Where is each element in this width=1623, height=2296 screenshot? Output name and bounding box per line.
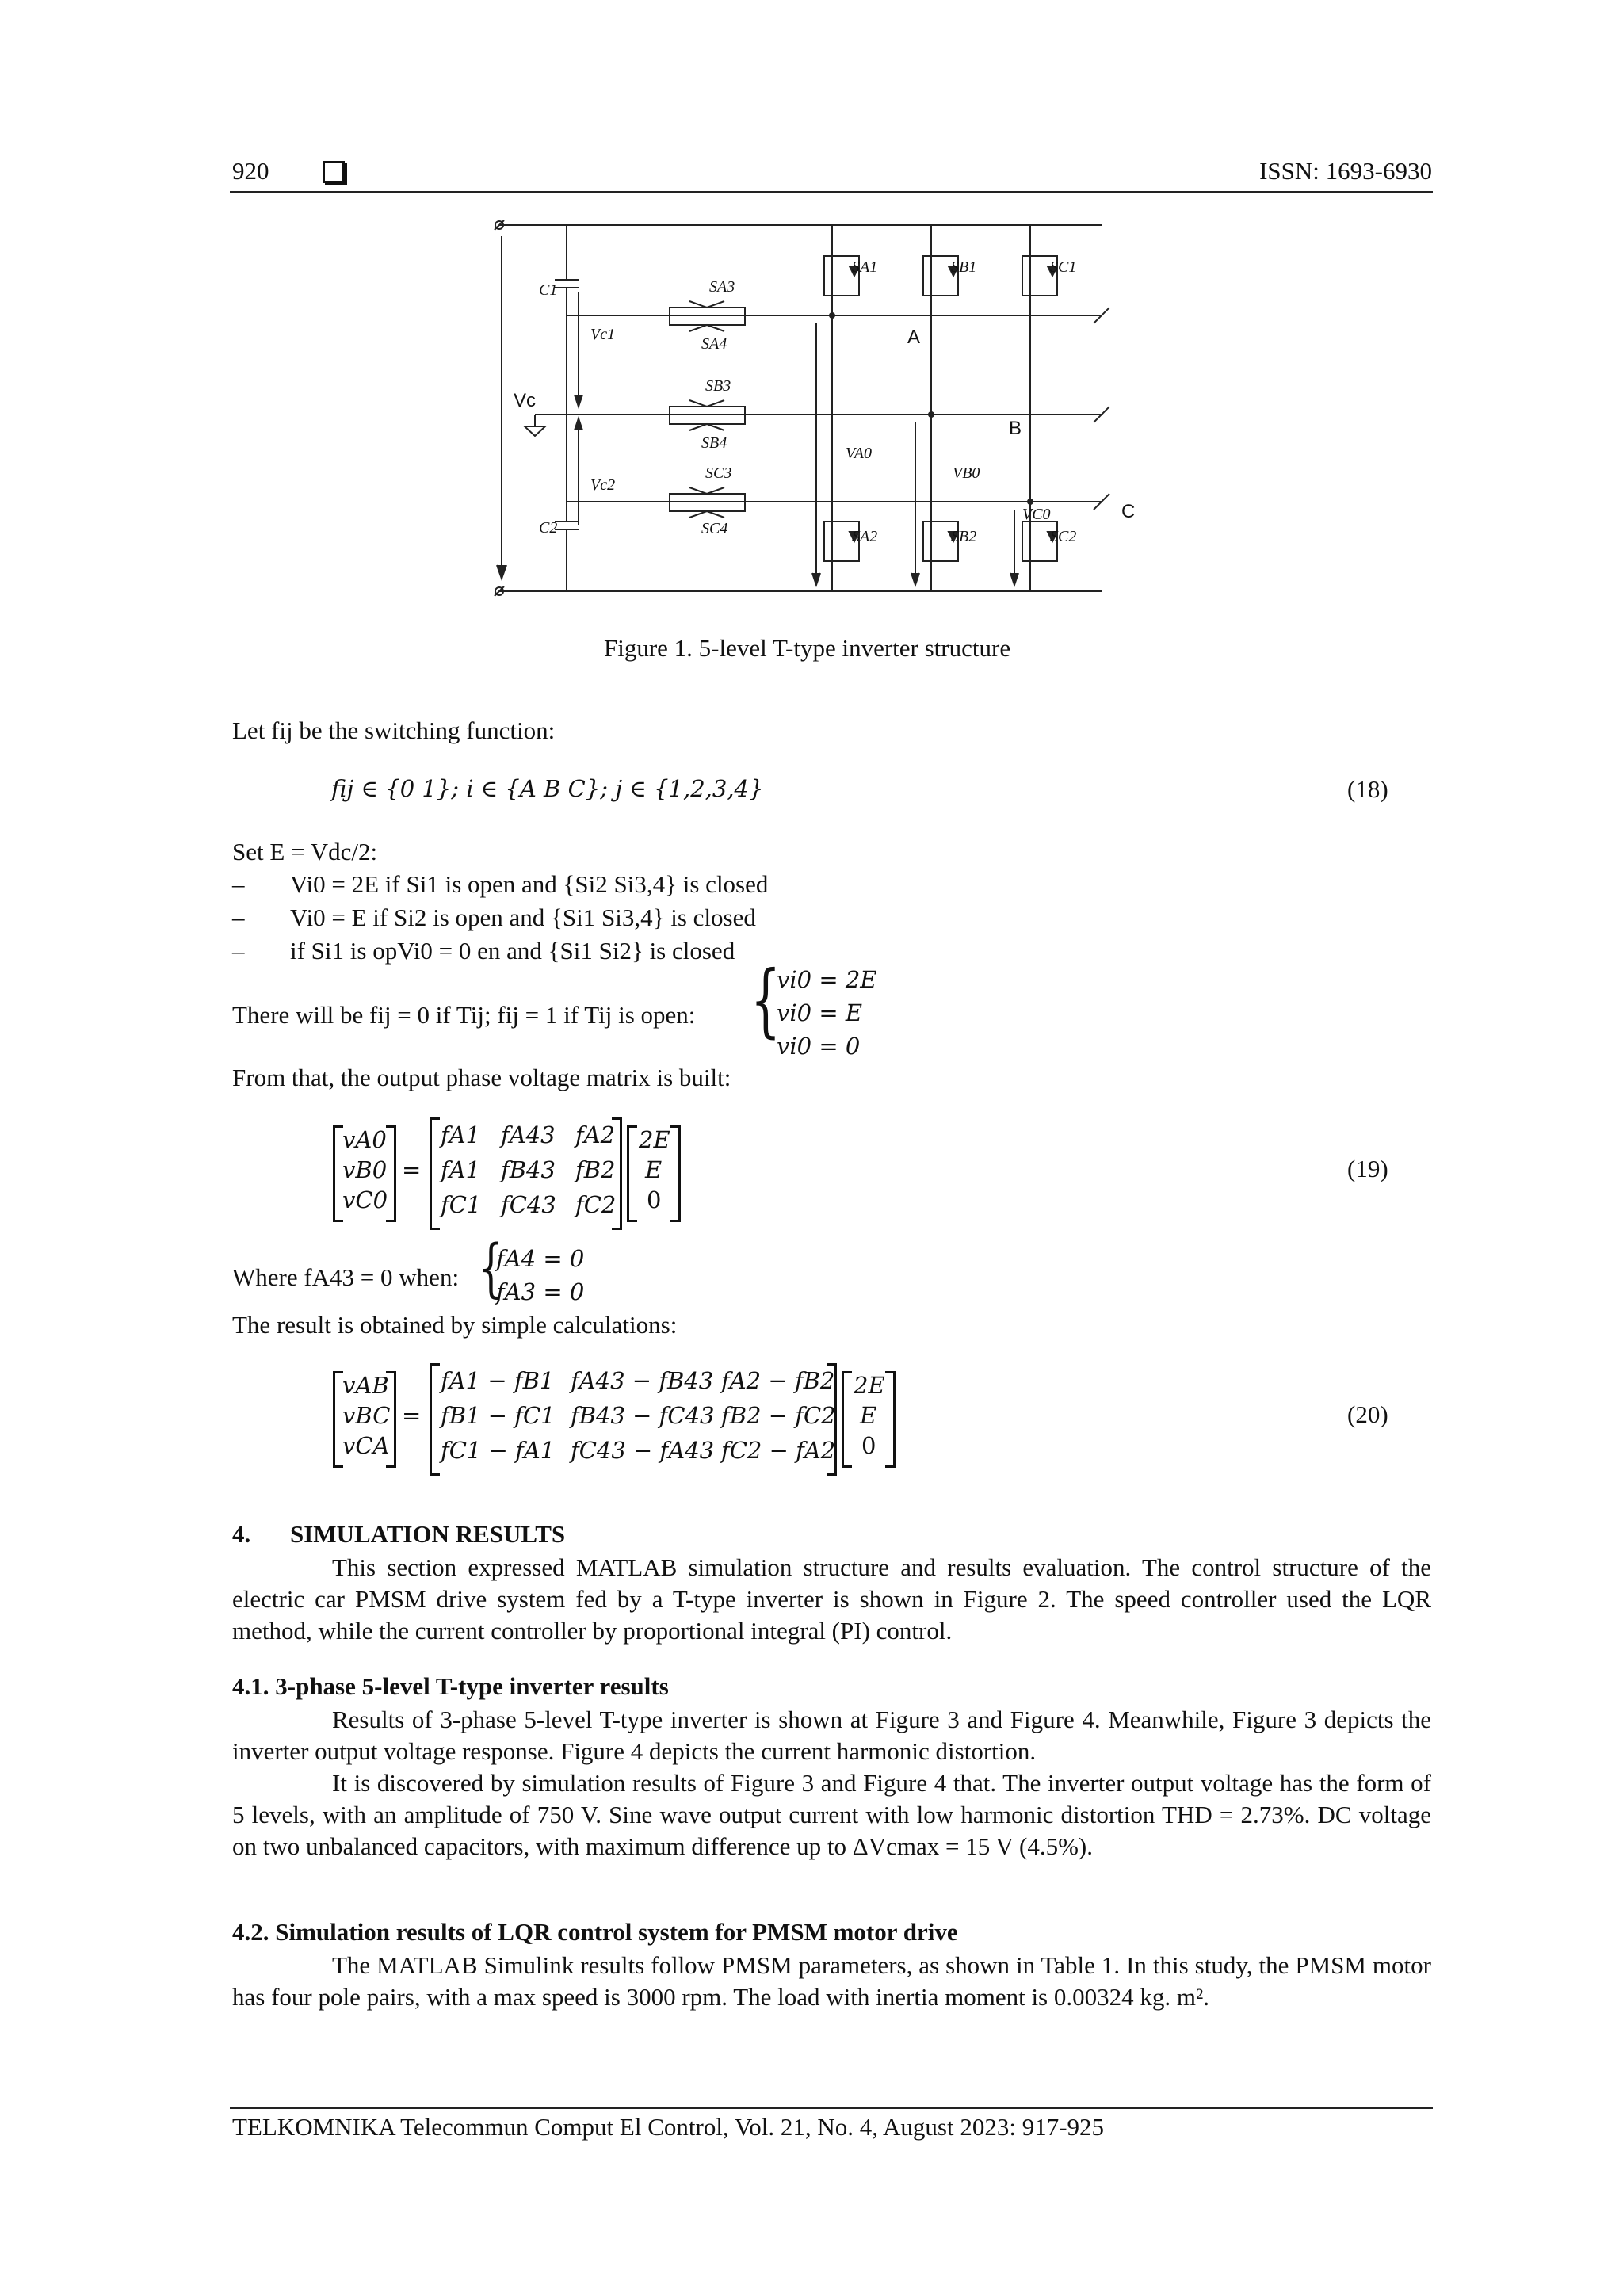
eq19-r3c2: fC43 bbox=[501, 1191, 556, 1218]
there-line: There will be fij = 0 if Tij; fij = 1 if Tij is open: bbox=[232, 1001, 696, 1029]
label-sb4: SB4 bbox=[701, 434, 727, 452]
where-case-2: fA3 = 0 bbox=[496, 1278, 585, 1305]
header-rule bbox=[230, 191, 1433, 193]
eq20-vec-bracket-right bbox=[885, 1371, 896, 1468]
sub41-p1-text: Results of 3-phase 5-level T-type inverter is shown at Figure 3 and Figure 4. Meanwhile, Figure 3 depicts the inverter output voltage response. Figure 4 depicts the current harmonic distortion. bbox=[232, 1706, 1431, 1765]
eq19-r2c2: fB43 bbox=[501, 1156, 556, 1183]
subsection-4-2-title: 4.2. Simulation results of LQR control system for PMSM motor drive bbox=[232, 1918, 958, 1946]
label-sa4: SA4 bbox=[701, 335, 727, 353]
label-c2: C2 bbox=[539, 519, 558, 537]
label-node-b: B bbox=[1009, 418, 1022, 439]
eq19-vec-bracket-right bbox=[670, 1125, 681, 1222]
equation-18-number: (18) bbox=[1347, 775, 1388, 803]
label-vc0: VC0 bbox=[1022, 506, 1051, 523]
bullet-dash: – bbox=[232, 870, 245, 898]
eq19-r1c3: fA2 bbox=[575, 1121, 616, 1148]
section-4-title: SIMULATION RESULTS bbox=[290, 1520, 566, 1548]
from-line: From that, the output phase voltage matrix is built: bbox=[232, 1064, 731, 1091]
eq20-r2c1: fB1 − fC1 bbox=[441, 1402, 556, 1429]
eq20-matrix-bracket-right bbox=[827, 1363, 837, 1476]
eq20-r1c3: fA2 − fB2 bbox=[721, 1367, 835, 1394]
eq20-r1c2: fA43 − fB43 bbox=[571, 1367, 714, 1394]
label-c1: C1 bbox=[539, 281, 558, 299]
eq20-r2c3: fB2 − fC2 bbox=[721, 1402, 836, 1429]
subsection-4-1-paragraph-2 bbox=[232, 1767, 1431, 1862]
eq19-r3c3: fC2 bbox=[575, 1191, 617, 1218]
equation-19-number: (19) bbox=[1347, 1155, 1388, 1182]
set-line: Set E = Vdc/2: bbox=[232, 838, 378, 865]
bullet-dash: – bbox=[232, 904, 245, 931]
inverter-circuit-figure bbox=[475, 212, 1189, 609]
label-sa2: SA2 bbox=[852, 528, 878, 545]
eq20-lhs-2: vBC bbox=[342, 1402, 391, 1429]
subsection-4-1-title: 4.1. 3-phase 5-level T-type inverter results bbox=[232, 1672, 669, 1700]
eq19-lhs-1: vA0 bbox=[342, 1126, 387, 1153]
case-3: vi0 = 0 bbox=[777, 1033, 861, 1060]
label-sb3: SB3 bbox=[705, 377, 731, 395]
checkbox-glyph bbox=[323, 161, 345, 183]
eq20-lhs-bracket-right bbox=[386, 1371, 396, 1468]
eq19-lhs-bracket-right bbox=[386, 1125, 396, 1222]
sub42-p1-text: The MATLAB Simulink results follow PMSM parameters, as shown in Table 1. In this study, the PMSM motor has four pole pairs, with a max speed is 3000 rpm. The load with inertia moment is 0.00324 kg. m². bbox=[232, 1951, 1431, 2011]
where-line: Where fA43 = 0 when: bbox=[232, 1263, 460, 1291]
eq19-r2c3: fB2 bbox=[575, 1156, 616, 1183]
section-4-text: This section expressed MATLAB simulation structure and results evaluation. The control structure of the electric car PMSM drive system fed by a T-type inverter is shown in Figure 2. The speed controller used the LQR method, while the current controller by proportional integral (PI) control. bbox=[232, 1553, 1431, 1645]
label-va0: VA0 bbox=[846, 445, 872, 462]
label-vc1: Vc1 bbox=[590, 326, 616, 343]
label-sb2: SB2 bbox=[951, 528, 977, 545]
where-brace: { bbox=[479, 1231, 503, 1305]
cases-brace: { bbox=[750, 953, 781, 1046]
bullet-dash: – bbox=[232, 937, 245, 965]
subsection-4-2-paragraph bbox=[232, 1950, 1431, 2013]
label-sa3: SA3 bbox=[709, 278, 735, 296]
eq19-lhs-2: vB0 bbox=[342, 1156, 388, 1183]
bullet-1: Vi0 = 2E if Si1 is open and {Si2 Si3,4} is closed bbox=[290, 870, 769, 898]
section-4-number: 4. bbox=[232, 1520, 251, 1548]
label-sa1: SA1 bbox=[852, 258, 878, 276]
label-sc2: SC2 bbox=[1050, 528, 1077, 545]
case-2: vi0 = E bbox=[777, 999, 863, 1026]
eq19-vec-3: 0 bbox=[647, 1186, 662, 1213]
eq19-vec-bracket-left bbox=[627, 1125, 637, 1222]
section-4-paragraph bbox=[232, 1552, 1431, 1647]
eq20-r2c2: fB43 − fC43 bbox=[571, 1402, 715, 1429]
eq19-r2c1: fA1 bbox=[441, 1156, 481, 1183]
let-line: Let fij be the switching function: bbox=[232, 716, 556, 744]
subsection-4-1-paragraph-1 bbox=[232, 1704, 1431, 1767]
label-sc4: SC4 bbox=[701, 520, 728, 537]
eq19-vec-2: E bbox=[645, 1156, 663, 1183]
label-vc: Vc bbox=[514, 390, 537, 411]
eq19-vec-1: 2E bbox=[639, 1126, 670, 1153]
eq20-vec-1: 2E bbox=[854, 1372, 885, 1399]
eq20-lhs-1: vAB bbox=[342, 1372, 389, 1399]
eq20-r1c1: fA1 − fB1 bbox=[441, 1367, 555, 1394]
label-node-a: A bbox=[907, 327, 921, 348]
eq19-matrix-bracket-left bbox=[430, 1117, 440, 1230]
issn: ISSN: 1693-6930 bbox=[1259, 157, 1432, 185]
eq20-r3c3: fC2 − fA2 bbox=[721, 1437, 836, 1464]
eq20-equals: = bbox=[402, 1402, 422, 1429]
sub41-p2-text: It is discovered by simulation results of Figure 3 and Figure 4 that. The inverter output voltage has the form of 5 levels, with an amplitude of 750 V. Sine wave output current with low harmonic distortion THD = 2.73%. DC voltage on two unbalanced capacitors, with maximum difference up to ΔVcmax = 15 V (4.5%). bbox=[232, 1769, 1431, 1860]
footer-rule bbox=[230, 2107, 1433, 2109]
eq20-lhs-3: vCA bbox=[342, 1432, 390, 1459]
footer-citation: TELKOMNIKA Telecommun Comput El Control, Vol. 21, No. 4, August 2023: 917-925 bbox=[232, 2113, 1105, 2141]
equation-18: fij ∈ {0 1}; i ∈ {A B C}; j ∈ {1,2,3,4} bbox=[331, 775, 764, 802]
eq19-r1c1: fA1 bbox=[441, 1121, 481, 1148]
label-node-c: C bbox=[1121, 501, 1136, 522]
eq20-vec-2: E bbox=[860, 1402, 877, 1429]
eq20-r3c1: fC1 − fA1 bbox=[441, 1437, 556, 1464]
eq19-r1c2: fA43 bbox=[501, 1121, 556, 1148]
eq19-equals: = bbox=[402, 1156, 422, 1183]
label-vb0: VB0 bbox=[953, 464, 980, 482]
label-sc3: SC3 bbox=[705, 464, 732, 482]
figure-caption: Figure 1. 5-level T-type inverter structure bbox=[604, 634, 1011, 662]
eq20-matrix-bracket-left bbox=[430, 1363, 440, 1476]
eq19-r3c1: fC1 bbox=[441, 1191, 482, 1218]
eq19-matrix-bracket-right bbox=[612, 1117, 622, 1230]
eq20-vec-bracket-left bbox=[842, 1371, 852, 1468]
label-vc2: Vc2 bbox=[590, 476, 616, 494]
result-line: The result is obtained by simple calculations: bbox=[232, 1311, 678, 1339]
case-1: vi0 = 2E bbox=[777, 966, 877, 993]
label-sb1: SB1 bbox=[951, 258, 977, 276]
eq20-r3c2: fC43 − fA43 bbox=[571, 1437, 715, 1464]
bullet-3: if Si1 is opVi0 = 0 en and {Si1 Si2} is closed bbox=[290, 937, 735, 965]
bullet-2: Vi0 = E if Si2 is open and {Si1 Si3,4} is closed bbox=[290, 904, 756, 931]
page-number: 920 bbox=[232, 157, 269, 185]
where-case-1: fA4 = 0 bbox=[496, 1245, 585, 1272]
eq20-vec-3: 0 bbox=[861, 1432, 876, 1459]
eq19-lhs-3: vC0 bbox=[342, 1186, 388, 1213]
label-sc1: SC1 bbox=[1050, 258, 1077, 276]
equation-20-number: (20) bbox=[1347, 1400, 1388, 1428]
